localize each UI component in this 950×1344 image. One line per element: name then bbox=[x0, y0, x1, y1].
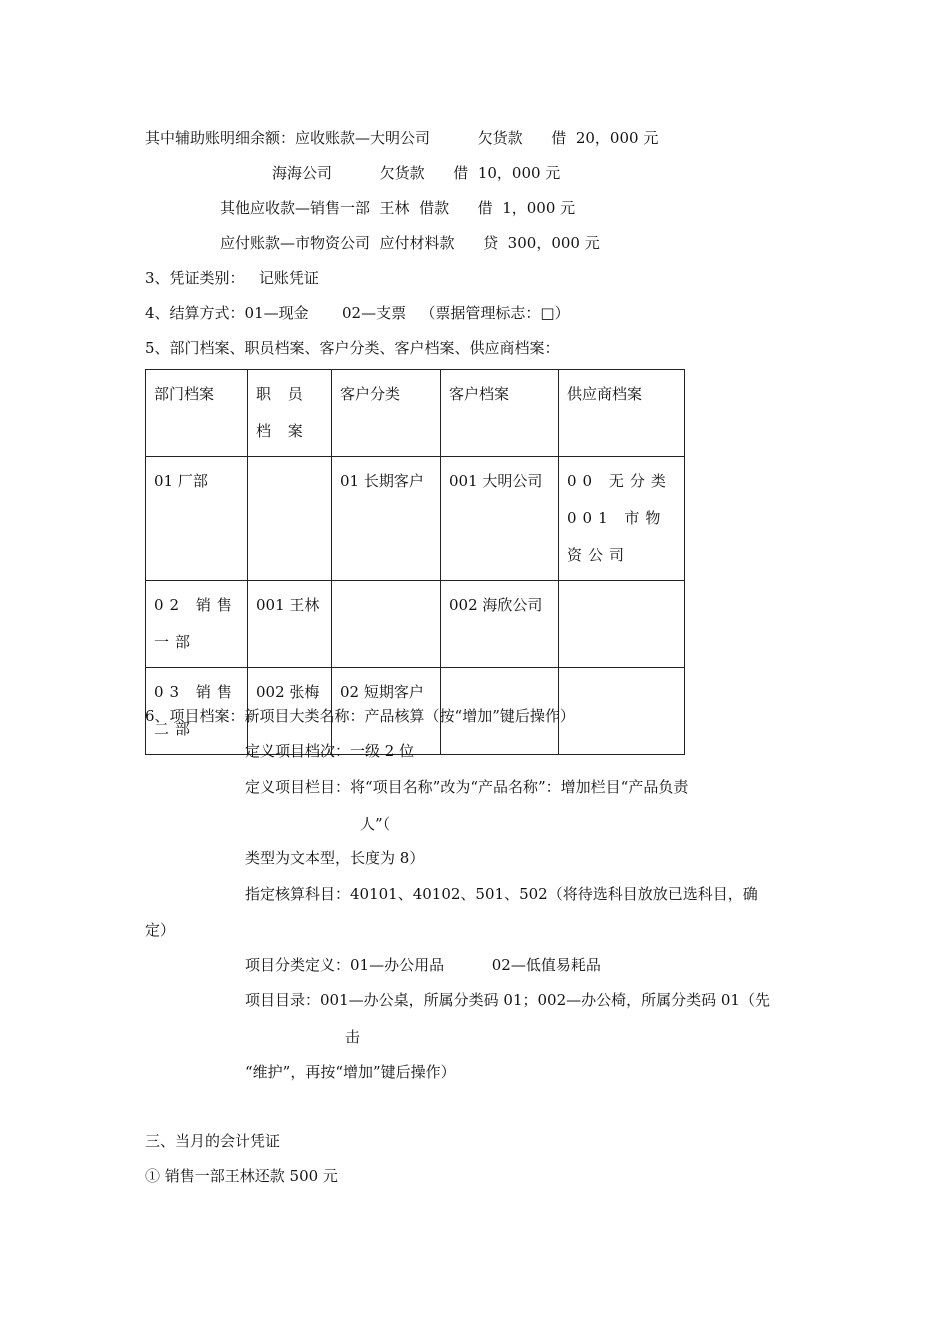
project-classification: 项目分类定义：01—办公用品 02—低值易耗品 bbox=[245, 956, 601, 974]
table-cell: 02 销售一部 bbox=[146, 581, 248, 668]
section-3-title: 三、当月的会计凭证 bbox=[145, 1132, 281, 1150]
table-cell: 001 大明公司 bbox=[441, 457, 559, 581]
table-header-cell: 职 员 档 案 bbox=[248, 370, 332, 457]
table-cell: 03 销售二部 bbox=[146, 668, 248, 755]
balance-line-1: 其中辅助账明细余额：应收账款—大明公司 欠货款 借 20，000 元 bbox=[145, 129, 659, 147]
project-type: 类型为文本型，长度为 8） bbox=[245, 849, 425, 867]
table-header-row bbox=[146, 370, 685, 457]
project-levels: 定义项目档次：一级 2 位 bbox=[245, 742, 415, 760]
table-cell: 02 短期客户 bbox=[332, 668, 441, 755]
table-cell: 00 无分类 001 市物资公司 bbox=[559, 457, 685, 581]
voucher-type: 3、凭证类别： 记账凭证 bbox=[145, 269, 319, 287]
table-cell bbox=[559, 668, 685, 755]
project-columns-cont: 人”（ bbox=[360, 815, 391, 833]
table-cell bbox=[559, 581, 685, 668]
archives-table bbox=[145, 369, 685, 755]
table-cell: 01 厂部 bbox=[146, 457, 248, 581]
table-header-cell: 部门档案 bbox=[146, 370, 248, 457]
table-row bbox=[146, 581, 685, 668]
archives-heading: 5、部门档案、职员档案、客户分类、客户档案、供应商档案： bbox=[145, 339, 560, 357]
balance-line-2: 海海公司 欠货款 借 10，000 元 bbox=[272, 164, 561, 182]
project-columns: 定义项目栏目：将“项目名称”改为“产品名称”：增加栏目“产品负责 bbox=[245, 778, 689, 796]
project-catalog-note: “维护”，再按“增加”键后操作） bbox=[245, 1063, 456, 1081]
table-header-cell: 客户分类 bbox=[332, 370, 441, 457]
table-row bbox=[146, 457, 685, 581]
project-accounts-cont: 定） bbox=[145, 921, 176, 939]
balance-line-3: 其他应收款—销售一部 王林 借款 借 1，000 元 bbox=[220, 199, 576, 217]
project-catalog: 项目目录：001—办公桌，所属分类码 01；002—办公椅，所属分类码 01（先 bbox=[245, 991, 770, 1009]
table-cell: 01 长期客户 bbox=[332, 457, 441, 581]
project-accounts: 指定核算科目：40101、40102、501、502（将待选科目放放已选科目，确 bbox=[245, 885, 758, 903]
settlement-methods: 4、结算方式：01—现金 02—支票 （票据管理标志：□） bbox=[145, 304, 570, 322]
table-header-cell: 供应商档案 bbox=[559, 370, 685, 457]
balance-line-4: 应付账款—市物资公司 应付材料款 贷 300，000 元 bbox=[220, 234, 600, 252]
table-header-cell: 客户档案 bbox=[441, 370, 559, 457]
table-cell: 002 海欣公司 bbox=[441, 581, 559, 668]
project-heading: 6、项目档案：新项目大类名称：产品核算（按“增加”键后操作） bbox=[145, 707, 575, 725]
table-cell: 001 王林 bbox=[248, 581, 332, 668]
section-3-item-1: ① 销售一部王林还款 500 元 bbox=[145, 1167, 338, 1185]
table-cell: 002 张梅 bbox=[248, 668, 332, 755]
project-catalog-cont: 击 bbox=[345, 1028, 361, 1046]
table-cell bbox=[332, 581, 441, 668]
table-cell bbox=[248, 457, 332, 581]
